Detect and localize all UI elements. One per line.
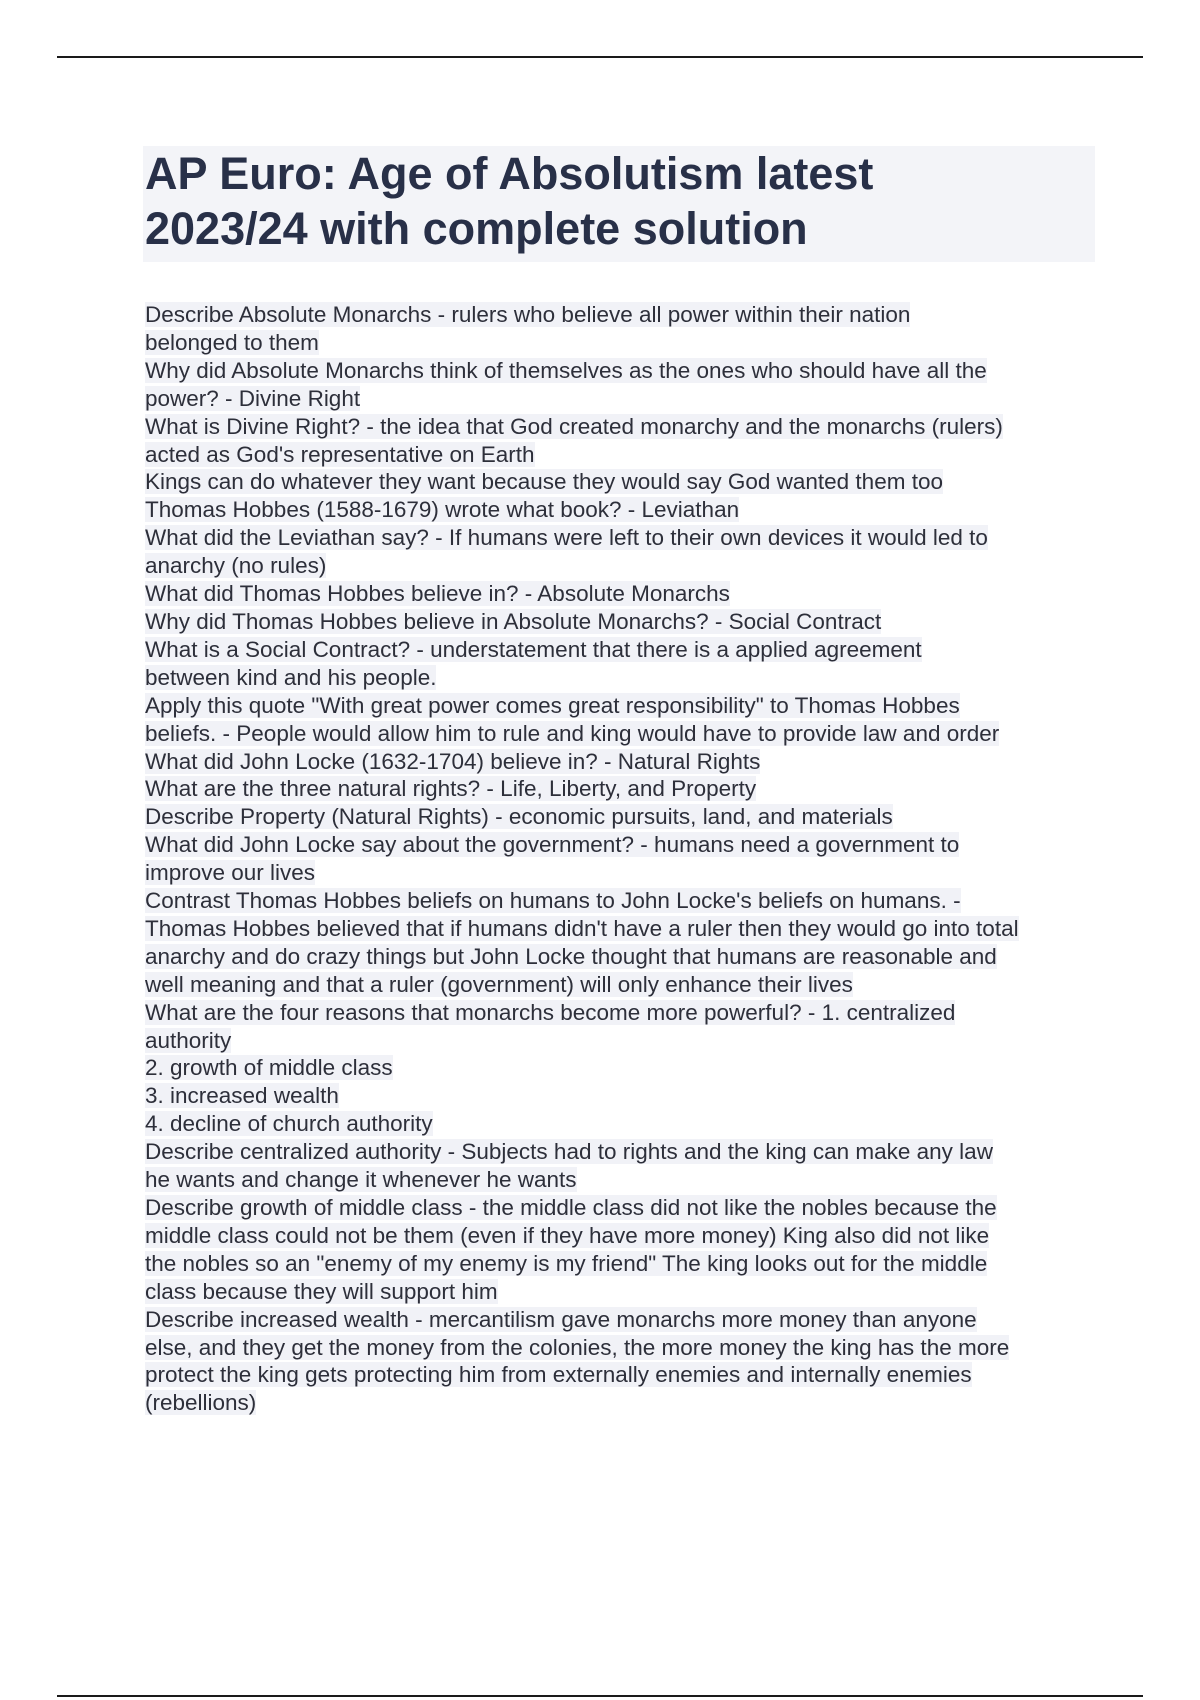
- text-line: [145, 496, 1095, 524]
- text-line-content: Thomas Hobbes believed that if humans didn't have a ruler then they would go into total: [145, 915, 1019, 941]
- title-line-1: AP Euro: Age of Absolutism latest: [145, 148, 874, 199]
- text-line-content: Thomas Hobbes (1588-1679) wrote what book? - Leviathan: [145, 497, 740, 523]
- text-line-content: What did John Locke say about the government? - humans need a government to: [145, 832, 960, 858]
- text-line-content: Describe growth of middle class - the middle class did not like the nobles because the: [145, 1195, 997, 1220]
- text-line: [145, 859, 1095, 887]
- text-line: [145, 1194, 1095, 1222]
- text-line: [145, 775, 1095, 803]
- top-divider: [57, 56, 1143, 58]
- bottom-divider: [57, 1695, 1143, 1697]
- text-line: [145, 301, 1095, 329]
- text-line-content: 4. decline of church authority: [145, 1111, 433, 1137]
- text-line-content: What did Thomas Hobbes believe in? - Absolute Monarchs: [145, 581, 730, 607]
- text-line: [145, 552, 1095, 580]
- text-line: [145, 692, 1095, 720]
- text-line-content: Kings can do whatever they want because they would say God wanted them too: [145, 469, 943, 495]
- text-line-content: What did John Locke (1632-1704) believe in? - Natural Rights: [145, 748, 761, 774]
- text-line: [145, 441, 1095, 469]
- text-line-content: Describe increased wealth - mercantilism gave monarchs more money than anyone: [145, 1306, 977, 1332]
- text-line-content: else, and they get the money from the colonies, the more money the king has the more: [145, 1334, 1010, 1360]
- text-line-content: What are the three natural rights? - Life, Liberty, and Property: [145, 776, 757, 802]
- text-line-content: authority: [145, 1027, 232, 1053]
- text-line: [145, 580, 1095, 608]
- text-line-content: protect the king gets protecting him from externally enemies and internally enemies: [145, 1362, 972, 1388]
- document-title: [145, 146, 1095, 256]
- text-line: [145, 943, 1095, 971]
- text-line: [145, 385, 1095, 413]
- text-line-content: Contrast Thomas Hobbes beliefs on humans to John Locke's beliefs on humans. -: [145, 888, 961, 914]
- text-line: [145, 1222, 1095, 1250]
- text-line: [145, 1250, 1095, 1278]
- text-line-content: (rebellions): [145, 1390, 257, 1416]
- text-line-content: power? - Divine Right: [145, 385, 361, 411]
- text-line-content: What is Divine Right? - the idea that God created monarchy and the monarchs (rulers): [145, 413, 1003, 439]
- text-line-content: class because they will support him: [145, 1278, 498, 1304]
- text-line-content: beliefs. - People would allow him to rule and king would have to provide law and order: [145, 720, 1000, 746]
- text-line-content: acted as God's representative on Earth: [145, 441, 535, 467]
- text-line-content: Why did Absolute Monarchs think of themselves as the ones who should have all the: [145, 357, 987, 383]
- text-line: [145, 468, 1095, 496]
- text-line-content: What are the four reasons that monarchs become more powerful? - 1. centralized: [145, 999, 956, 1025]
- text-line: [145, 803, 1095, 831]
- text-line: [145, 329, 1095, 357]
- text-line: [145, 1166, 1095, 1194]
- text-line-content: What did the Leviathan say? - If humans were left to their own devices it would led to: [145, 525, 988, 551]
- document-body: [145, 301, 1095, 1417]
- text-line-content: between kind and his people.: [145, 664, 437, 690]
- text-line: [145, 636, 1095, 664]
- text-line: [145, 831, 1095, 859]
- text-line: [145, 1306, 1095, 1334]
- text-line: [145, 1334, 1095, 1362]
- text-line-content: the nobles so an "enemy of my enemy is my friend" The king looks out for the middle: [145, 1250, 988, 1276]
- text-line: [145, 1082, 1095, 1110]
- title-block: [143, 146, 1095, 262]
- text-line-content: Describe Property (Natural Rights) - economic pursuits, land, and materials: [145, 804, 893, 830]
- text-line-content: 2. growth of middle class: [145, 1055, 393, 1081]
- text-line-content: 3. increased wealth: [145, 1083, 339, 1109]
- text-line: [145, 608, 1095, 636]
- text-line-content: Describe Absolute Monarchs - rulers who believe all power within their nation: [145, 302, 911, 327]
- text-line: [145, 748, 1095, 776]
- text-line: [145, 1278, 1095, 1306]
- text-line: [145, 1138, 1095, 1166]
- text-line-content: anarchy and do crazy things but John Locke thought that humans are reasonable and: [145, 943, 997, 969]
- text-line-content: Apply this quote "With great power comes great responsibility" to Thomas Hobbes: [145, 692, 960, 718]
- text-line: [145, 915, 1095, 943]
- text-line-content: anarchy (no rules): [145, 553, 327, 579]
- text-line-content: he wants and change it whenever he wants: [145, 1167, 577, 1193]
- text-line: [145, 1361, 1095, 1389]
- text-line: [145, 1389, 1095, 1417]
- text-line: [145, 357, 1095, 385]
- text-line: [145, 971, 1095, 999]
- text-line: [145, 999, 1095, 1027]
- text-line: [145, 1110, 1095, 1138]
- text-line-content: What is a Social Contract? - understatement that there is a applied agreement: [145, 636, 922, 662]
- text-line: [145, 664, 1095, 692]
- text-line-content: improve our lives: [145, 860, 316, 886]
- text-line: [145, 1027, 1095, 1055]
- text-line: [145, 524, 1095, 552]
- text-line-content: Why did Thomas Hobbes believe in Absolute Monarchs? - Social Contract: [145, 608, 882, 634]
- text-line-content: well meaning and that a ruler (government) will only enhance their lives: [145, 971, 853, 997]
- text-line: [145, 720, 1095, 748]
- text-line: [145, 887, 1095, 915]
- text-line: [145, 413, 1095, 441]
- text-line-content: Describe centralized authority - Subjects had to rights and the king can make any law: [145, 1139, 993, 1165]
- text-line-content: middle class could not be them (even if they have more money) King also did not like: [145, 1222, 990, 1248]
- title-line-2: 2023/24 with complete solution: [145, 203, 808, 254]
- text-line-content: belonged to them: [145, 329, 319, 355]
- text-line: [145, 1054, 1095, 1082]
